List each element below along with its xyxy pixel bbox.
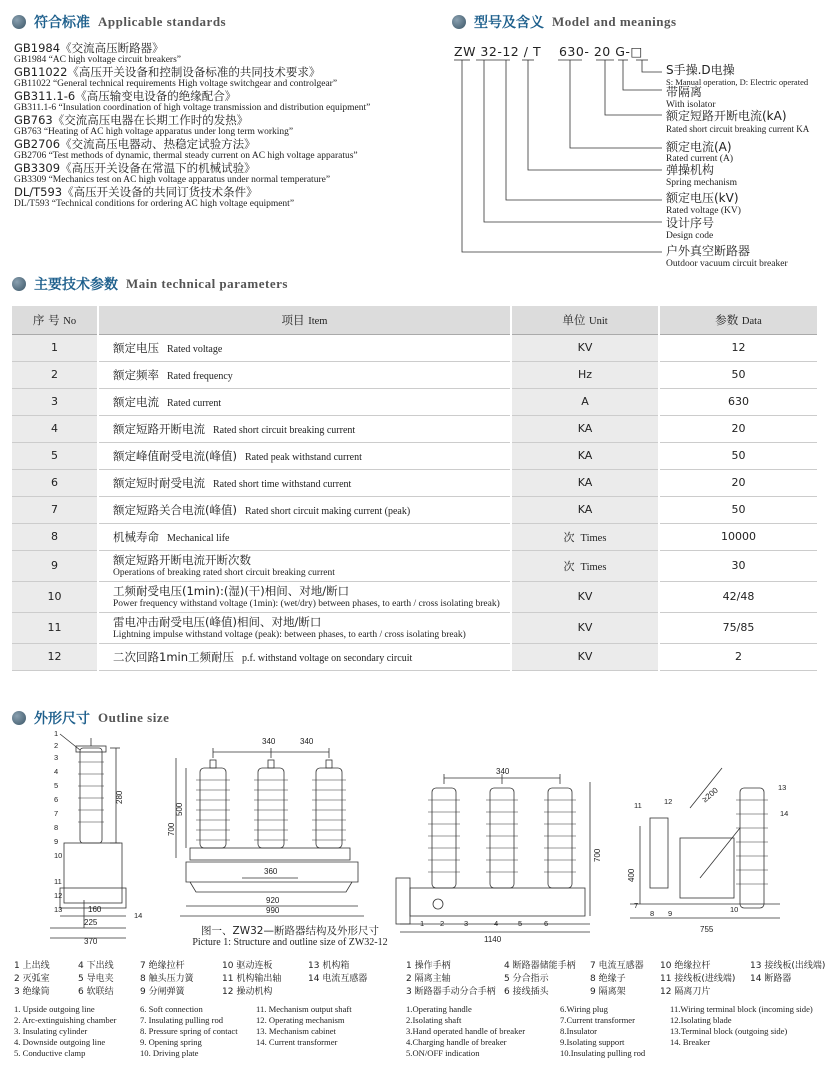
legend-item: 14 断路器: [750, 974, 792, 984]
drawing-caption: [170, 925, 410, 949]
cell-unit: [511, 523, 659, 550]
meaning-design-en: Design code: [666, 231, 714, 241]
svg-text:3: 3: [464, 919, 469, 928]
standard-item: GB3309《高压开关设备在常温下的机械试验》 GB3309 “Mechanics test on AC high voltage apparatus under normal temperature”: [14, 161, 331, 185]
dim-700a: 700: [167, 822, 176, 836]
cell-unit: [511, 581, 659, 612]
legend-item: 11 接线板(进线端): [660, 974, 736, 984]
isolator-front-drawing: [396, 774, 590, 932]
cell-item: [98, 643, 511, 670]
code-32: 32: [480, 44, 498, 59]
dim-755: 755: [700, 925, 714, 934]
item-cn: 雷电冲击耐受电压(峰值)相间、对地/断口: [113, 615, 322, 629]
legend-item: 1 上出线: [14, 961, 50, 971]
section-title-en: Main technical parameters: [126, 276, 288, 291]
cell-item: [98, 581, 511, 612]
item-cn: 额定峰值耐受电流(峰值): [113, 448, 237, 463]
standard-item: DL/T593《高压开关设备的共同订货技术条件》 DL/T593 “Technical conditions for ordering AC high voltage equipment”: [14, 185, 295, 209]
cell-value: 10000: [659, 523, 817, 550]
cell-value: 50: [659, 496, 817, 523]
unit-cn: Hz: [577, 368, 593, 381]
code-dash: -: [584, 44, 590, 59]
cell-item: [98, 442, 511, 469]
dim-370: 370: [84, 937, 98, 946]
svg-text:7: 7: [634, 901, 639, 910]
legend-en-item: 11. Mechanism output shaft: [256, 1004, 352, 1014]
section-params-heading: [12, 274, 288, 294]
table-header-row: [12, 306, 817, 334]
unit-en: Times: [580, 532, 607, 544]
code-g: G: [615, 44, 626, 59]
unit-cn: KA: [577, 422, 593, 435]
cell-item: [98, 612, 511, 643]
bullet-icon: [452, 15, 466, 29]
cell-no: 10: [12, 581, 98, 612]
cell-value: 75/85: [659, 612, 817, 643]
cell-unit: [511, 388, 659, 415]
legend-item: 3 绝缘筒: [14, 987, 50, 997]
svg-text:4: 4: [494, 919, 499, 928]
header-no: 序 号 No: [12, 306, 98, 334]
unit-cn: KV: [577, 621, 593, 634]
cell-value: 20: [659, 415, 817, 442]
item-en: Lightning impulse withstand voltage (peak): between phases, to earth / cross isolating break): [113, 630, 466, 640]
legend-item: 2 灭弧室: [14, 974, 50, 984]
caption-en: Picture 1: Structure and outline size of ZW32-12: [192, 937, 388, 948]
svg-text:6: 6: [54, 795, 59, 804]
bullet-icon: [12, 277, 26, 291]
legend-en-item: 4. Downside outgoing line: [14, 1037, 106, 1047]
table-row: [12, 581, 817, 612]
standard-item: GB2706《交流高压电器动、热稳定试验方法》 GB2706 “Test methods of dynamic, thermal steady current on AC high voltage apparatus”: [14, 137, 358, 161]
legend-en-item: 1.Operating handle: [406, 1004, 472, 1014]
table-row: [12, 442, 817, 469]
standard-item: GB11022《高压开关设备和控制设备标准的共同技术要求》 GB11022 “General technical requirements High voltage switchgear and controlgear”: [14, 65, 338, 89]
svg-text:12: 12: [54, 891, 63, 900]
dim-340b: 340: [300, 737, 314, 746]
code-20: 20: [593, 44, 611, 59]
svg-text:8: 8: [650, 909, 655, 918]
header-unit: 单位 Unit: [511, 306, 659, 334]
dim-360: 360: [264, 867, 278, 876]
legend-en-item: 8.Insulator: [560, 1026, 597, 1036]
legend-item: 6 接线插头: [504, 987, 549, 997]
cell-no: 6: [12, 469, 98, 496]
legend-item: 1 操作手柄: [406, 961, 451, 971]
cell-value: 630: [659, 388, 817, 415]
section-title-en: Applicable standards: [98, 14, 227, 29]
meaning-isolator-en: With isolator: [666, 100, 716, 110]
standard-item: GB1984《交流高压断路器》 GB1984 “AC high voltage circuit breakers”: [14, 41, 181, 65]
svg-text:13: 13: [778, 783, 787, 792]
legend-en-item: 7. Insulating pulling rod: [140, 1015, 224, 1025]
unit-cn: KA: [577, 476, 593, 489]
legend-item: 5 分合指示: [504, 974, 549, 984]
svg-text:2: 2: [440, 919, 445, 928]
legend-item: 4 下出线: [78, 961, 114, 971]
standards-list: [14, 42, 444, 210]
code-dash: -: [497, 44, 503, 59]
dim-200: ≥200: [700, 785, 720, 805]
cell-item: [98, 361, 511, 388]
unit-cn: KV: [577, 590, 593, 603]
meaning-operation-en: S: Manual operation, D: Electric operated: [666, 77, 809, 87]
legend-en-item: 5.ON/OFF indication: [406, 1048, 480, 1058]
legend-item: 9 隔离架: [590, 987, 626, 997]
parameters-body: [12, 334, 817, 670]
legend-item: 10 绝缘拉杆: [660, 961, 711, 971]
meaning-outdoor-en: Outdoor vacuum circuit breaker: [666, 259, 788, 269]
isolator-side-drawing: [630, 768, 780, 918]
cell-no: 9: [12, 550, 98, 581]
legend-en-item: 10.Insulating pulling rod: [560, 1048, 646, 1058]
unit-cn: KV: [577, 341, 593, 354]
cell-item: [98, 496, 511, 523]
section-model-heading: [452, 12, 677, 32]
dim-700b: 700: [593, 848, 602, 862]
unit-cn: KV: [577, 650, 593, 663]
cell-value: 12: [659, 334, 817, 361]
dim-990: 990: [266, 906, 280, 915]
cell-no: 5: [12, 442, 98, 469]
meaning-breaking-cn: 额定短路开断电流(kA): [666, 109, 787, 123]
dim-400: 400: [627, 868, 636, 882]
code-slash: /: [523, 44, 529, 59]
svg-text:9: 9: [54, 837, 59, 846]
unit-cn: 次: [563, 559, 575, 573]
legend-item: 12 隔离刀片: [660, 987, 711, 997]
cell-value: 30: [659, 550, 817, 581]
dim-1140: 1140: [484, 935, 502, 944]
cell-unit: [511, 612, 659, 643]
cell-item: [98, 523, 511, 550]
section-standards-heading: [12, 12, 226, 32]
parameters-table: [12, 306, 817, 671]
svg-text:1: 1: [420, 919, 425, 928]
svg-text:4: 4: [54, 767, 59, 776]
legend-item: 10 驱动连板: [222, 961, 273, 971]
item-en: p.f. withstand voltage on secondary circuit: [242, 652, 413, 664]
item-en: Rated voltage: [167, 343, 223, 355]
svg-text:13: 13: [54, 905, 63, 914]
legend-item: 12 操动机构: [222, 987, 273, 997]
bullet-icon: [12, 15, 26, 29]
meaning-outdoor-cn: 户外真空断路器: [666, 244, 751, 258]
code-12: 12: [502, 44, 520, 59]
table-row: [12, 612, 817, 643]
meaning-current-en: Rated current (A): [666, 154, 733, 164]
item-cn: 机械寿命: [113, 529, 159, 544]
code-box: □: [630, 44, 643, 59]
legend-en-item: 14. Breaker: [670, 1037, 711, 1047]
unit-en: Times: [580, 561, 607, 573]
dim-340a: 340: [262, 737, 276, 746]
legend-en-item: 3. Insulating cylinder: [14, 1026, 88, 1036]
table-row: [12, 550, 817, 581]
cell-value: 42/48: [659, 581, 817, 612]
legend-item: 7 电流互感器: [590, 961, 644, 971]
legend-item: 3 断路器手动分合手柄: [406, 987, 496, 997]
section-title-cn: 符合标准: [34, 15, 90, 31]
svg-text:9: 9: [668, 909, 673, 918]
legend-en-item: 9.Isolating support: [560, 1037, 625, 1047]
item-en: Rated short circuit breaking current: [213, 424, 356, 436]
front-view-drawing: [176, 748, 364, 916]
section-title-cn: 外形尺寸: [34, 711, 90, 727]
item-en: Rated peak withstand current: [244, 451, 362, 463]
caption-cn: 图一、ZW32—断路器结构及外形尺寸: [201, 925, 379, 937]
outline-drawings: [0, 728, 838, 958]
legend-en-item: 4.Charging handle of breaker: [406, 1037, 507, 1047]
item-cn: 额定短时耐受电流: [113, 475, 205, 490]
svg-text:12: 12: [664, 797, 673, 806]
legend-item: 13 接线板(出线端): [750, 961, 826, 971]
cell-item: [98, 334, 511, 361]
legend-item: 5 导电夹: [78, 974, 114, 984]
legend-item: 4 断路器储能手柄: [504, 961, 576, 971]
svg-text:10: 10: [730, 905, 739, 914]
drawing-part-labels-right: [420, 783, 788, 928]
legend-en-item: 10. Driving plate: [140, 1048, 199, 1058]
cell-no: 11: [12, 612, 98, 643]
cell-unit: [511, 469, 659, 496]
item-en: Mechanical life: [167, 532, 230, 544]
cell-value: 50: [659, 361, 817, 388]
cell-no: 3: [12, 388, 98, 415]
legend-en-item: 14. Current transformer: [256, 1037, 338, 1047]
item-cn: 额定短路开断电流开断次数: [113, 553, 251, 567]
cell-unit: [511, 550, 659, 581]
dim-500: 500: [175, 802, 184, 816]
dim-340c: 340: [496, 767, 510, 776]
svg-text:7: 7: [54, 809, 59, 818]
standard-item: GB311.1-6《高压输变电设备的绝缘配合》 GB311.1-6 “Insulation coordination of high voltage transmission and distribution equipment”: [14, 89, 371, 113]
meaning-current-cn: 额定电流(A): [666, 140, 732, 154]
header-data: 参数 Data: [659, 306, 817, 334]
meaning-spring-en: Spring mechanism: [666, 178, 737, 188]
cell-no: 4: [12, 415, 98, 442]
legend-en-item: 2. Arc-extinguishing chamber: [14, 1015, 117, 1025]
meaning-voltage-cn: 额定电压(kV): [666, 191, 739, 205]
legend-en-item: 2.Isolating shaft: [406, 1015, 462, 1025]
meaning-design-cn: 设计序号: [666, 216, 715, 230]
cell-value: 50: [659, 442, 817, 469]
meaning-operation-cn: S手操.D电操: [666, 63, 735, 77]
legend-item: 11 机构输出轴: [222, 974, 282, 984]
meaning-breaking-en: Rated short circuit breaking current KA: [666, 124, 810, 134]
legend-item: 7 绝缘拉杆: [140, 961, 185, 971]
outline-drawing-svg: [0, 728, 838, 958]
svg-text:11: 11: [54, 877, 62, 886]
item-cn: 额定频率: [113, 367, 159, 382]
code-630: 630: [558, 44, 585, 59]
item-en: Power frequency withstand voltage (1min): (wet/dry) between phases, to earth / cross isolating break): [113, 599, 500, 609]
model-leader-lines: [448, 30, 833, 270]
item-en: Rated short time withstand current: [213, 478, 352, 490]
item-cn: 额定短路关合电流(峰值): [113, 502, 237, 517]
cell-unit: [511, 334, 659, 361]
dim-160: 160: [88, 905, 102, 914]
item-cn: 额定电流: [113, 394, 159, 409]
header-item: 项目 Item: [98, 306, 511, 334]
unit-cn: 次: [563, 530, 575, 544]
section-title-en: Model and meanings: [552, 14, 677, 29]
legend-item: 8 触头压力簧: [140, 974, 194, 984]
meaning-spring-cn: 弹操机构: [666, 163, 715, 177]
svg-text:14: 14: [780, 809, 789, 818]
legend-item: 8 绝缘子: [590, 974, 626, 984]
item-cn: 额定电压: [113, 340, 159, 355]
legend-en-item: 6. Soft connection: [140, 1004, 203, 1014]
svg-text:11: 11: [634, 801, 642, 810]
svg-text:2: 2: [54, 741, 59, 750]
legend-item: 9 分闸弹簧: [140, 987, 185, 997]
section-outline-heading: [12, 708, 169, 728]
unit-cn: KA: [577, 449, 593, 462]
cell-unit: [511, 643, 659, 670]
cell-item: [98, 415, 511, 442]
section-title-en: Outline size: [98, 710, 170, 725]
cell-unit: [511, 442, 659, 469]
cell-value: 2: [659, 643, 817, 670]
model-code-text: [454, 44, 643, 59]
legend-en-item: 1. Upside outgoing line: [14, 1004, 95, 1014]
svg-text:10: 10: [54, 851, 63, 860]
table-row: [12, 415, 817, 442]
drawing-part-labels-left: [54, 729, 142, 920]
cell-no: 2: [12, 361, 98, 388]
item-cn: 额定短路开断电流: [113, 421, 205, 436]
svg-text:3: 3: [54, 753, 59, 762]
cell-no: 8: [12, 523, 98, 550]
svg-text:5: 5: [54, 781, 59, 790]
item-cn: 二次回路1min工频耐压: [113, 649, 235, 664]
legend-en-item: 12. Operating mechanism: [256, 1015, 345, 1025]
table-row: [12, 361, 817, 388]
cell-no: 12: [12, 643, 98, 670]
svg-text:5: 5: [518, 919, 523, 928]
code-t: T: [532, 44, 542, 59]
svg-text:14: 14: [134, 911, 143, 920]
legend-en-item: 12.Isolating blade: [670, 1015, 732, 1025]
item-en: Rated short circuit making current (peak): [244, 505, 411, 517]
legend-item: 6 软联结: [78, 987, 114, 997]
dim-280: 280: [115, 790, 124, 804]
cell-unit: [511, 496, 659, 523]
item-en: Operations of breaking rated short circuit breaking current: [113, 568, 335, 578]
dim-225: 225: [84, 918, 98, 927]
legend-item: 2 隔离主轴: [406, 974, 451, 984]
model-code-diagram: [448, 30, 833, 270]
table-row: [12, 523, 817, 550]
svg-text:1: 1: [54, 729, 59, 738]
table-row: [12, 496, 817, 523]
meaning-voltage-en: Rated voltage (KV): [666, 206, 741, 216]
legend-en-item: 11.Wiring terminal block (incoming side): [670, 1004, 813, 1014]
svg-text:8: 8: [54, 823, 59, 832]
table-row: [12, 388, 817, 415]
standard-item: GB763《交流高压电器在长期工作时的发热》 GB763 “Heating of AC high voltage apparatus under long term working”: [14, 113, 294, 137]
cell-item: [98, 388, 511, 415]
meaning-isolator-cn: 带隔离: [666, 85, 703, 99]
cell-no: 1: [12, 334, 98, 361]
item-cn: 工频耐受电压(1min):(湿)(干)相间、对地/断口: [113, 584, 350, 598]
code-zw: ZW: [454, 44, 476, 59]
cell-item: [98, 550, 511, 581]
item-en: Rated current: [167, 397, 222, 409]
cell-unit: [511, 361, 659, 388]
cell-unit: [511, 415, 659, 442]
legend-en-item: 6.Wiring plug: [560, 1004, 608, 1014]
section-title-cn: 主要技术参数: [34, 277, 118, 293]
cell-value: 20: [659, 469, 817, 496]
cell-no: 7: [12, 496, 98, 523]
legend-en-item: 8. Pressure spring of contact: [140, 1026, 238, 1036]
legend-item: 14 电流互感器: [308, 974, 368, 984]
legend-en-item: 9. Opening spring: [140, 1037, 202, 1047]
section-title-cn: 型号及含义: [474, 15, 544, 31]
dim-920: 920: [266, 896, 280, 905]
svg-text:6: 6: [544, 919, 549, 928]
legend-en-item: 5. Conductive clamp: [14, 1048, 86, 1058]
table-row: [12, 643, 817, 670]
legend-en-item: 13.Terminal block (outgoing side): [670, 1026, 788, 1036]
legend-en-item: 7.Current transformer: [560, 1015, 635, 1025]
unit-cn: A: [581, 395, 589, 408]
table-row: [12, 469, 817, 496]
cell-item: [98, 469, 511, 496]
legend-en-item: 13. Mechanism cabinet: [256, 1026, 336, 1036]
item-en: Rated frequency: [167, 370, 233, 382]
bullet-icon: [12, 711, 26, 725]
table-row: [12, 334, 817, 361]
legend-en-item: 3.Hand operated handle of breaker: [406, 1026, 526, 1036]
code-dash: -: [625, 44, 631, 59]
unit-cn: KA: [577, 503, 593, 516]
legend-item: 13 机构箱: [308, 961, 350, 971]
